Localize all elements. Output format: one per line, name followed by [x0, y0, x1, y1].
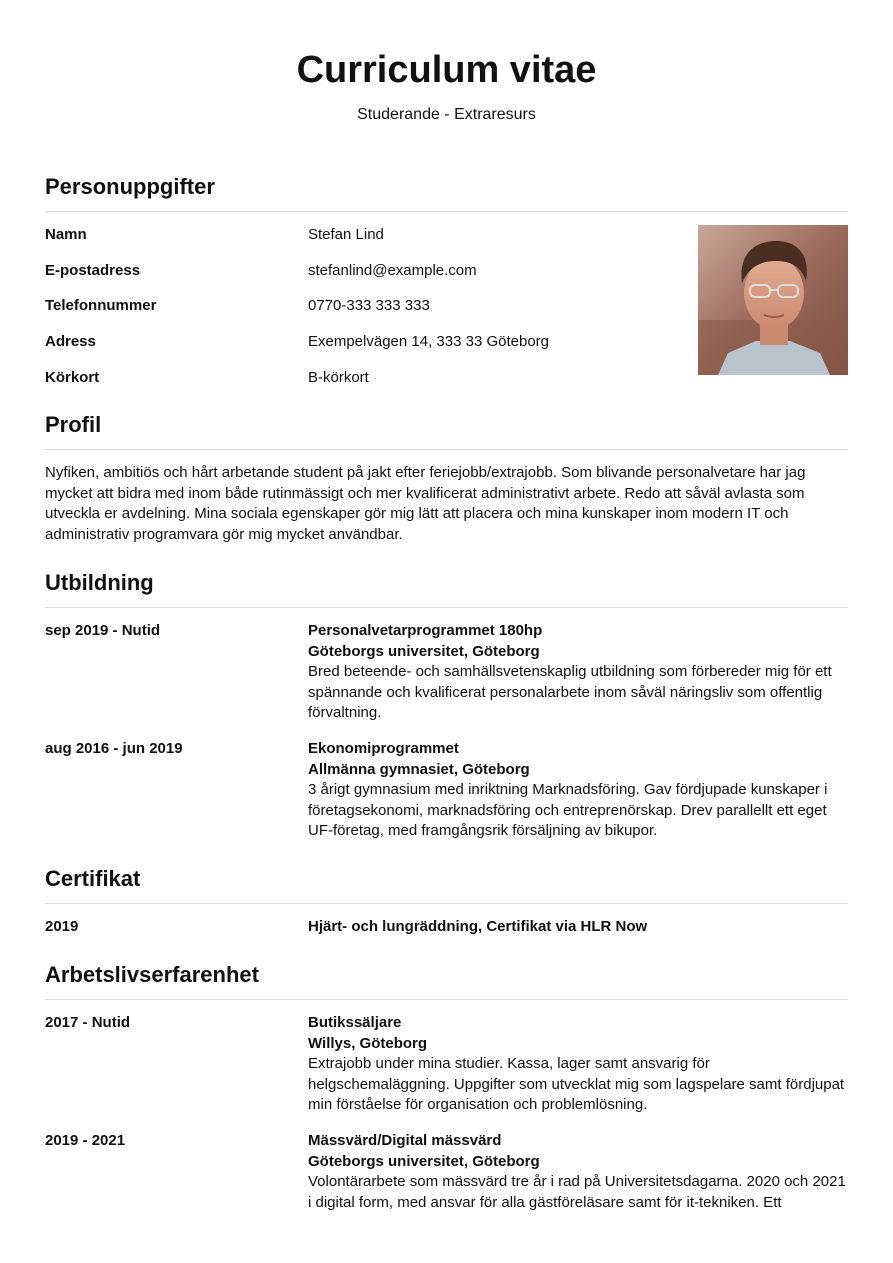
value-name: Stefan Lind: [308, 226, 384, 243]
education-description: 3 årigt gymnasium med inriktning Marknadsföring. Gav fördjupade kunskaper i företagsekonomi, marknadsföring och entreprenörskap. Drev parallellt ett eget UF-företag, med framgångsrik försäljning av bikupor.: [308, 781, 828, 840]
portrait-image: [698, 225, 848, 375]
cv-title: Curriculum vitae: [296, 49, 597, 91]
label-license: Körkort: [45, 369, 100, 386]
certificate-year: 2019: [45, 918, 79, 935]
section-heading-personal: Personuppgifter: [45, 174, 848, 212]
section-heading-certificates: Certifikat: [45, 866, 848, 904]
label-name: Namn: [45, 226, 87, 243]
work-title: Mässvärd/Digital mässvärd: [308, 1132, 502, 1149]
section-heading-education: Utbildning: [45, 570, 848, 608]
education-description: Bred beteende- och samhällsvetenskaplig utbildning som förbereder mig för ett spännande och kvalificerat personalarbete inom såväl näringsliv som offentlig förvaltning.: [308, 663, 832, 722]
work-period: 2019 - 2021: [45, 1132, 126, 1149]
label-email: E-postadress: [45, 262, 141, 279]
education-entry: [308, 739, 850, 842]
work-entry: [308, 1013, 850, 1116]
education-school: Göteborgs universitet, Göteborg: [308, 642, 540, 660]
work-employer: Göteborgs universitet, Göteborg: [308, 1152, 540, 1170]
work-description: Extrajobb under mina studier. Kassa, lager samt ansvarig för helgschemaläggning. Uppgifter som utvecklat mig som lagspelare samt fördjupat min förståelse för organisation och problemlösning.: [308, 1055, 845, 1114]
section-heading-profile: Profil: [45, 412, 848, 450]
certificate-title: Hjärt- och lungräddning, Certifikat via HLR Now: [308, 918, 648, 935]
value-phone: 0770-333 333 333: [308, 297, 430, 314]
section-heading-work: Arbetslivserfarenhet: [45, 962, 848, 1000]
value-email: stefanlind@example.com: [308, 262, 477, 279]
work-period: 2017 - Nutid: [45, 1014, 131, 1031]
work-description: Volontärarbete som mässvärd tre år i rad på Universitetsdagarna. 2020 och 2021 i digital form, med ansvar för alla gästföreläsare samt för it-tekniken. Ett: [308, 1173, 846, 1211]
profile-text: Nyfiken, ambitiös och hårt arbetande student på jakt efter feriejobb/extrajobb. Som blivande personalvetare har jag mycket att bidra med inom både rutinmässigt och mer kvalificerat administrativt arbete. Redo att såväl avlasta som utveckla er avdelning. Mina sociala egenskaper gör mig lätt att placera och mina kunskaper inom modern IT och administrativ programvara gör mig mycket användbar.: [45, 464, 806, 543]
value-address: Exempelvägen 14, 333 33 Göteborg: [308, 333, 550, 350]
education-title: Personalvetarprogrammet 180hp: [308, 622, 543, 639]
education-entry: [308, 621, 850, 724]
work-title: Butikssäljare: [308, 1014, 402, 1031]
work-entry: [308, 1131, 850, 1213]
education-school: Allmänna gymnasiet, Göteborg: [308, 760, 530, 778]
value-license: B-körkort: [308, 369, 369, 386]
education-period: aug 2016 - jun 2019: [45, 740, 183, 757]
cv-subtitle: Studerande - Extraresurs: [357, 106, 536, 123]
certificate-entry: [308, 917, 850, 938]
education-title: Ekonomiprogrammet: [308, 740, 459, 757]
profile-photo: [698, 225, 848, 375]
education-period: sep 2019 - Nutid: [45, 622, 161, 639]
label-address: Adress: [45, 333, 96, 350]
work-employer: Willys, Göteborg: [308, 1034, 428, 1052]
label-phone: Telefonnummer: [45, 297, 157, 314]
